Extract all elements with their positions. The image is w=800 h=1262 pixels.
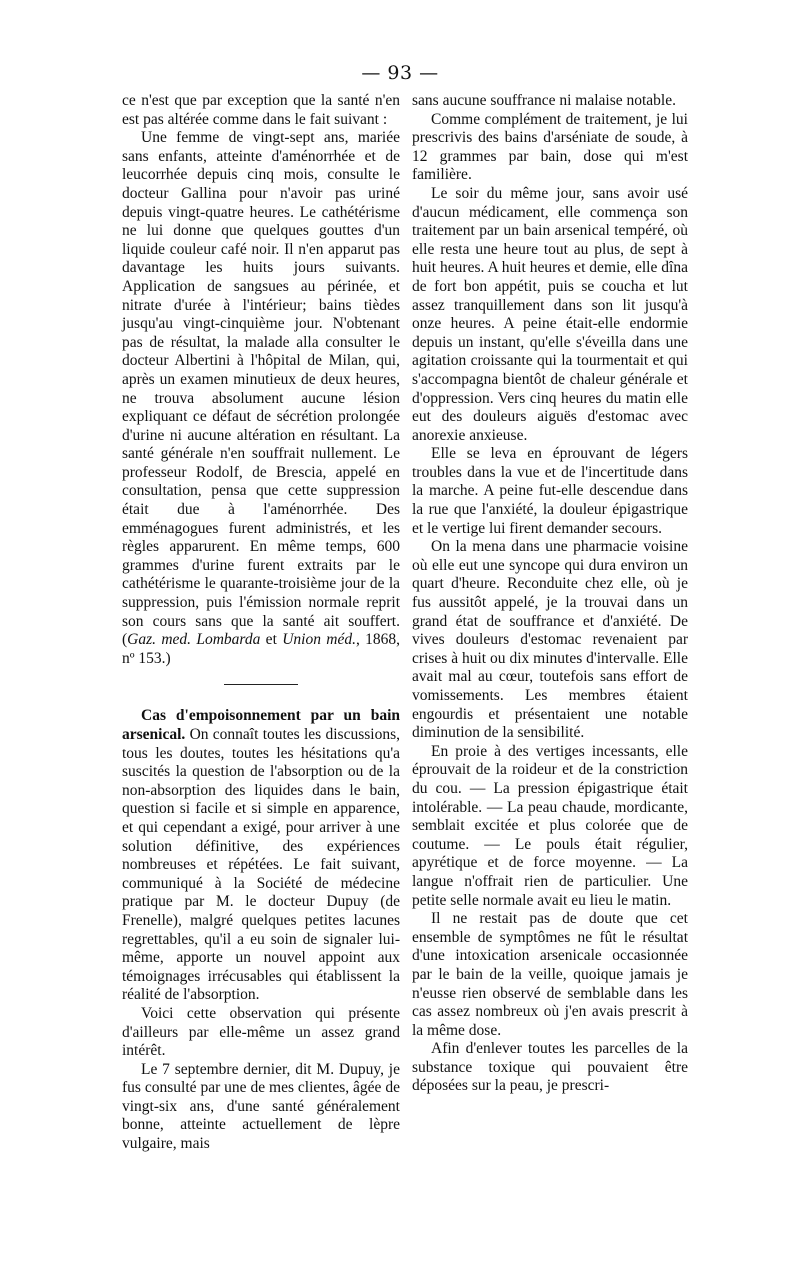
right-paragraph-7: Il ne restait pas de doute que cet ensemble de symptômes ne fût le résultat d'une intoxication arsenicale occasionnée par le bain de la veille, quoique jamais je n'eusse rien observé de semblable dans les cas assez nombreux où j'en avais prescrit à la même dose. (412, 910, 688, 1039)
left-paragraph-5: Le 7 septembre dernier, dit M. Dupuy, je fus consulté par une de mes clientes, âgée de vingt-six ans, d'une santé généralement bonne, atteinte actuellement de lèpre vulgaire, mais (122, 1060, 400, 1153)
reference-conjunction: et (260, 631, 283, 649)
right-paragraph-6: En proie à des vertiges incessants, elle éprouvait de la roideur et de la constriction du cou. — La pression épigastrique était intolérable. — La peau chaude, mordicante, semblait excitée et plus colorée que de coutume. — Le pouls était régulier, apyrétique et de force moyenne. — La langue n'offrait rien de particulier. Une petite selle normale avait eu lieu le matin. (412, 742, 688, 909)
right-paragraph-2: Comme complément de traitement, je lui prescrivis des bains d'arséniate de soude, à 12 grammes par bain, dose qui m'est familière. (412, 110, 688, 184)
right-column (412, 92, 688, 1096)
page-number: — 93 — (361, 62, 439, 84)
right-paragraph-3: Le soir du même jour, sans avoir usé d'aucun médicament, elle commença son traitement par un bain arsenical tempéré, où elle resta une heure tout au plus, de sept à huit heures. A huit heures et demie, elle dîna de fort bon appétit, puis se coucha et lut assez tranquillement dans son lit jusqu'à onze heures. A peine était-elle endormie depuis un instant, qu'elle s'éveilla dans une agitation croissante qui la tourmentait et qui s'accompagna bientôt de chaleur générale et d'oppression. Vers cinq heures du matin elle eut des douleurs aiguës d'estomac avec anorexie anxieuse. (412, 184, 688, 444)
left-paragraph-2 (122, 129, 400, 668)
right-paragraph-5: On la mena dans une pharmacie voisine où elle eut une syncope qui dura environ un quart d'heure. Reconduite chez elle, où je fus aussitôt appelé, je la trouvai dans un grand état de souffrance et d'anxiété. De vives douleurs d'estomac revenaient par crises à huit ou dix minutes d'intervalle. Elle avait mal au cœur, toutefois sans effort de vomissements. Les membres étaient engourdis et présentaient une notable diminution de la sensibilité. (412, 538, 688, 742)
left-paragraph-2-text: Une femme de vingt-sept ans, mariée sans enfants, atteinte d'aménorrhée et de leucorrhée depuis cinq mois, consulte le docteur Gallina pour n'avoir pas uriné depuis vingt-quatre heures. Le cathétérisme ne lui donne que quelques gouttes d'un liquide couleur café noir. Il n'en apparut pas davantage les huits jours suivants. Application de sangsues au périnée, et nitrate d'urée à l'intérieur; bains tièdes jusqu'au vingt-cinquième jour. N'obtenant pas de résultat, la malade alla consulter le docteur Albertini à l'hôpital de Milan, qui, après un examen minutieux de deux heures, ne trouva absolument aucune lésion expliquant ce défaut de sécrétion prolongée d'urine ni aucune altération en résultant. La santé générale n'en souffrait nullement. Le professeur Rodolf, de Brescia, appelé en consultation, pensa que cette suppression était due à l'aménorrhée. Des emménagogues furent administrés, et les règles apparurent. En même temps, 600 grammes d'urine furent extraits par le cathétérisme le quarante-troisième jour de la suppression, puis l'émission normale reprit son cours sans que la santé ait souffert. ( (122, 129, 400, 649)
right-paragraph-1: sans aucune souffrance ni malaise notable. (412, 92, 676, 109)
reference-union-med: Union méd. (282, 631, 356, 649)
left-column (122, 92, 400, 1154)
left-paragraph-4: Voici cette observation qui présente d'ailleurs par elle-même un assez grand intérêt. (122, 1004, 400, 1060)
section-heading: Cas d'empoisonnement par un bain arsenical. (122, 707, 400, 743)
right-paragraph-4: Elle se leva en éprouvant de légers troubles dans la vue et de l'incertitude dans la marche. A peine fut-elle descendue dans la rue que l'anxiété, la douleur épigastrique et le vertige lui firent demander secours. (412, 445, 688, 537)
section-divider (224, 684, 298, 685)
left-paragraph-3 (122, 707, 400, 1005)
left-paragraph-1: ce n'est que par exception que la santé n'en est pas altérée comme dans le fait suivant : (122, 92, 400, 128)
right-paragraph-8: Afin d'enlever toutes les parcelles de la substance toxique qui pouvaient être déposées sur la peau, je prescri- (412, 1040, 688, 1095)
reference-gaz-med-lombarda: Gaz. med. Lombarda (127, 631, 261, 649)
reference-year-number: , 1868, nº 153.) (122, 631, 401, 667)
left-paragraph-3-text: On connaît toutes les discussions, tous les doutes, toutes les hésitations qu'a suscités la question de l'absorption ou de la non-absorption des liquides dans le bain, question si facile et si simple en apparence, et qui cependant a exigé, pour arriver à une solution définitive, des expériences nombreuses et répétées. Le fait suivant, communiqué à la Société de médecine pratique par M. le docteur Dupuy (de Frenelle), malgré quelques petites lacunes regrettables, qu'il a eu soin de signaler lui-même, apporte un nouvel appoint aux témoignages irrécusables qui établissent la réalité de l'absorption. (122, 726, 400, 1004)
